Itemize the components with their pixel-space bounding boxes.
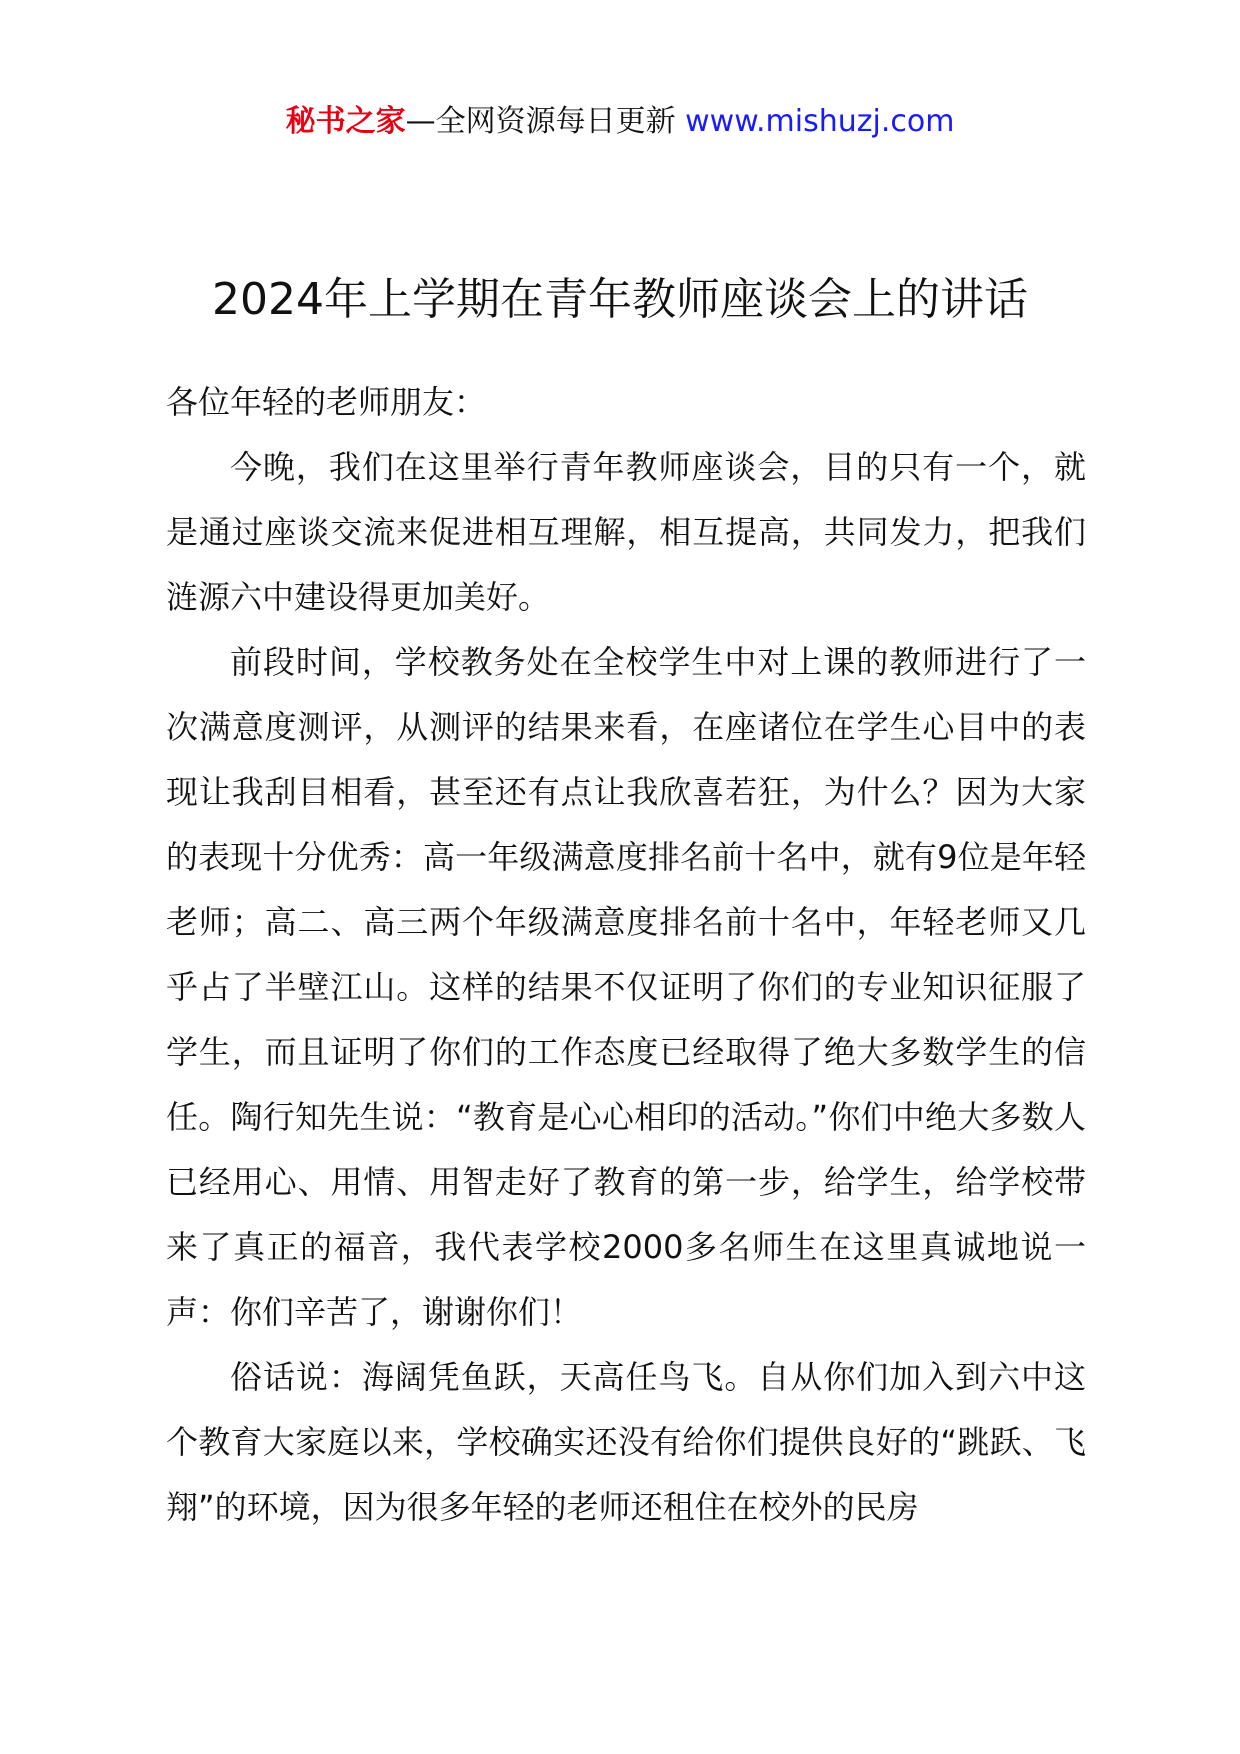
document-title: 2024年上学期在青年教师座谈会上的讲话 xyxy=(212,274,1028,325)
paragraph: 今晚，我们在这里举行青年教师座谈会，目的只有一个，就是通过座谈交流来促进相互理解，相互提高，共同发力，把我们涟源六中建设得更加美好。 xyxy=(166,448,1086,616)
site-banner xyxy=(0,102,1240,142)
salutation: 各位年轻的老师朋友： xyxy=(166,383,487,421)
document-body xyxy=(166,370,1086,1540)
paragraph: 俗话说：海阔凭鱼跃，天高任鸟飞。自从你们加入到六中这个教育大家庭以来，学校确实还没有给你们提供良好的“跳跃、飞翔”的环境，因为很多年轻的老师还租住在校外的民房 xyxy=(166,1358,1086,1526)
paragraph: 前段时间，学校教务处在全校学生中对上课的教师进行了一次满意度测评，从测评的结果来看，在座诸位在学生心目中的表现让我刮目相看，甚至还有点让我欣喜若狂，为什么？因为大家的表现十分优秀：高一年级满意度排名前十名中，就有9位是年轻老师；高二、高三两个年级满意度排名前十名中，年轻老师又几乎占了半壁江山。这样的结果不仅证明了你们的专业知识征服了学生，而且证明了你们的工作态度已经取得了绝大多数学生的信任。陶行知先生说：“教育是心心相印的活动。”你们中绝大多数人已经用心、用情、用智走好了教育的第一步，给学生，给学校带来了真正的福音，我代表学校2000多名师生在这里真诚地说一声：你们辛苦了，谢谢你们！ xyxy=(166,643,1086,1331)
site-brand: 秘书之家 xyxy=(285,104,406,139)
site-tagline: —全网资源每日更新 xyxy=(405,104,686,139)
site-url-link[interactable]: www.mishuzj.com xyxy=(685,104,955,139)
